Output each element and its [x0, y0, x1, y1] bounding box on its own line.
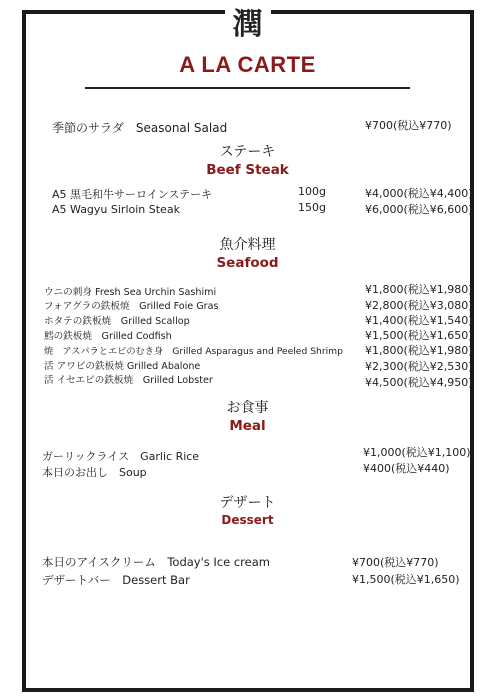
steak-heading-jp: ステーキ: [219, 144, 276, 160]
steak-size: 150g: [298, 201, 326, 214]
steak-item: A5 黒毛和牛サーロインステーキ: [52, 188, 213, 201]
dessert-item: 本日のアイスクリーム Today's Ice cream: [42, 555, 270, 569]
dessert-price: ¥700(税込¥770): [352, 556, 439, 569]
steak-item: A5 Wagyu Sirloin Steak: [52, 203, 180, 216]
seafood-price: ¥1,800(税込¥1,980): [365, 344, 473, 357]
seafood-heading-en: Seafood: [216, 255, 279, 271]
logo-kanji: 潤: [225, 7, 271, 42]
dessert-price: ¥1,500(税込¥1,650): [352, 573, 460, 586]
meal-item: 本日のお出し Soup: [42, 466, 147, 479]
steak-price: ¥6,000(税込¥6,600): [365, 203, 473, 216]
steak-heading-en: Beef Steak: [206, 162, 289, 178]
salad-price: ¥700(税込¥770): [365, 119, 452, 132]
seafood-price: ¥2,800(税込¥3,080): [365, 299, 473, 312]
seafood-price: ¥2,300(税込¥2,530): [365, 360, 473, 373]
dessert-heading-jp: デザート: [219, 495, 276, 511]
meal-item: ガーリックライス Garlic Rice: [42, 450, 200, 463]
seafood-price: ¥4,500(税込¥4,950): [365, 376, 473, 389]
title-divider: [85, 87, 410, 89]
meal-price: ¥1,000(税込¥1,100): [363, 446, 471, 459]
seafood-item: フォアグラの鉄板焼 Grilled Foie Gras: [44, 301, 219, 312]
seafood-price: ¥1,800(税込¥1,980): [365, 283, 473, 296]
dessert-item: デザートバー Dessert Bar: [42, 573, 190, 587]
seafood-price: ¥1,500(税込¥1,650): [365, 329, 473, 342]
seafood-price: ¥1,400(税込¥1,540): [365, 314, 473, 327]
meal-price: ¥400(税込¥440): [363, 462, 450, 475]
seafood-item: 焼 アスパラとエビのむき身 Grilled Asparagus and Peeled Shrimp: [44, 346, 343, 357]
seafood-item: 活 イセエビの鉄板焼 Grilled Lobster: [44, 375, 213, 386]
seafood-heading-jp: 魚介料理: [219, 237, 276, 253]
meal-heading-en: Meal: [229, 418, 266, 434]
seafood-item: ホタテの鉄板焼 Grilled Scallop: [44, 316, 190, 327]
seafood-item: 鱈の鉄板焼 Grilled Codfish: [44, 331, 172, 342]
steak-price: ¥4,000(税込¥4,400): [365, 187, 473, 200]
seafood-item: ウニの刺身 Fresh Sea Urchin Sashimi: [44, 287, 217, 298]
restaurant-logo: [0, 7, 495, 42]
seafood-item: 活 アワビの鉄板焼 Grilled Abalone: [44, 361, 201, 372]
meal-heading-jp: お食事: [226, 400, 269, 416]
page-title: A LA CARTE: [179, 52, 316, 77]
dessert-heading-en: Dessert: [221, 513, 274, 527]
salad-item: 季節のサラダ Seasonal Salad: [52, 121, 228, 135]
steak-size: 100g: [298, 185, 326, 198]
